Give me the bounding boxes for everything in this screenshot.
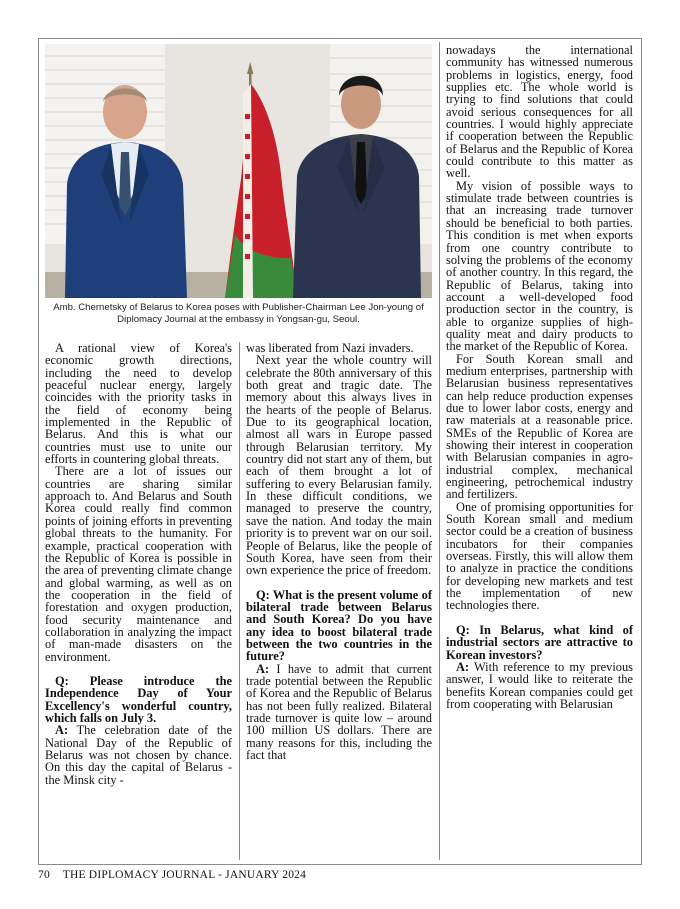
interview-answer — [45, 724, 232, 786]
answer-text: The celebration date of the National Day of the Republic of Belarus was not chosen by chance. On this day the capital of Belarus - the Minsk city - — [45, 723, 232, 787]
article-photo — [45, 44, 432, 298]
page-footer — [38, 869, 306, 881]
paragraph: Next year the whole country will celebrate the 80th anniversary of this both great and tragic date. The memory about this always lives in the hearts of the people of Belarus. Due to its geographical location, almost all wars in Europe passed through Belarusian territory. My country did not start any of them, but each of them brought a lot of suffering to every Belarusian family. In these difficult conditions, we managed to preserve the country, save the nation. And today the main priority is to prevent war on our soil. People of Belarus, like the people of South Korea, have seen from their own experience the price of freedom. — [246, 353, 432, 578]
column-divider — [439, 42, 440, 860]
page-number: 70 — [38, 869, 50, 881]
paragraph: One of promising opportunities for South Korean small and medium sector could be a creation of business incubators for their companies overseas. Firstly, this will allow them to analyze in practice the conditions for developing new markets and test the implementation of new technologies there. — [446, 499, 633, 613]
answer-text: I have to admit that current trade potential between the Republic of Korea and the Republic of Belarus has not been fully realized. Bilateral trade turnover is quite low – around 100 million US dollars. There are many reasons for this, including the fact that — [246, 661, 432, 762]
answer-label: A: — [456, 659, 470, 674]
paragraph: There are a lot of issues our countries are sharing similar approach to. And Belarus and South Korea could really find common points of joining efforts in preventing global threats to the humanity. For example, practical cooperation with the Republic of Korea is possible in the area of preventing climate change and global warming, as well as on the cooperation in the field of forestation and oxygen production, food security maintenance and collaboration in analyzing the impact of man-made disasters on the environment. — [45, 464, 232, 664]
answer-label: A: — [256, 661, 270, 676]
article-column-3 — [446, 44, 633, 710]
interview-question: Q: In Belarus, what kind of industrial sectors are attractive to Korean investors? — [446, 622, 633, 662]
interview-question: Q: What is the present volume of bilateral trade between Belarus and South Korea? Do you have any idea to boost bilateral trade between the two countries in the future? — [246, 587, 432, 664]
interview-answer — [246, 663, 432, 762]
article-column-2 — [246, 342, 432, 761]
column-divider — [239, 342, 240, 860]
photo-illustration — [45, 44, 432, 298]
interview-answer — [446, 661, 633, 710]
publication-name: THE DIPLOMACY JOURNAL - JANUARY 2024 — [62, 869, 307, 881]
answer-text: With reference to my previous answer, I would like to reiterate the benefits Korean companies could get from cooperating with Belarusian — [446, 659, 633, 711]
paragraph: nowadays the international community has witnessed numerous problems in logistics, energy, food supplies etc. The whole world is trying to find solutions that could avoid serious consequences for all countries. I would highly appreciate if cooperation between the Republic of Belarus and the Republic of Korea could contribute to this matter as well. — [446, 43, 633, 181]
article-column-1 — [45, 342, 232, 786]
paragraph: was liberated from Nazi invaders. — [246, 341, 414, 355]
paragraph: A rational view of Korea's economic growth directions, including the need to develop peaceful nuclear energy, largely coincides with the priority tasks in the field of economy being implemented in the Republic of Belarus. And this is what our countries must use to unite our efforts in countering global threats. — [45, 341, 232, 467]
paragraph: My vision of possible ways to stimulate trade between countries is that an increasing trade turnover should be beneficial to both parties. This condition is met when exports from one country contribute to solving the problems of the economy of another country. In this regard, the Republic of Belarus, taking into account a well-developed food production sector in the country, is able to organize supplies of high-quality meat and dairy products to the market of the Republic of Korea. — [446, 178, 633, 354]
photo-caption: Amb. Chernetsky of Belarus to Korea poses with Publisher-Chairman Lee Jon-young of Diplomacy Journal at the embassy in Yongsan-gu, Seoul. — [53, 302, 424, 325]
answer-label: A: — [55, 723, 69, 738]
interview-question: Q: Please introduce the Independence Day of Your Excellency's wonderful country, which falls on July 3. — [45, 673, 232, 725]
paragraph: For South Korean small and medium enterprises, partnership with Belarusian business representatives can help reduce production expenses due to lower labor costs, energy and raw materials at a reasonable price. SMEs of the Republic of Korea are showing their interest in cooperation with Belarusian companies in agro-industrial complex, mechanical engineering, petrochemical industry and fertilizers. — [446, 351, 633, 502]
